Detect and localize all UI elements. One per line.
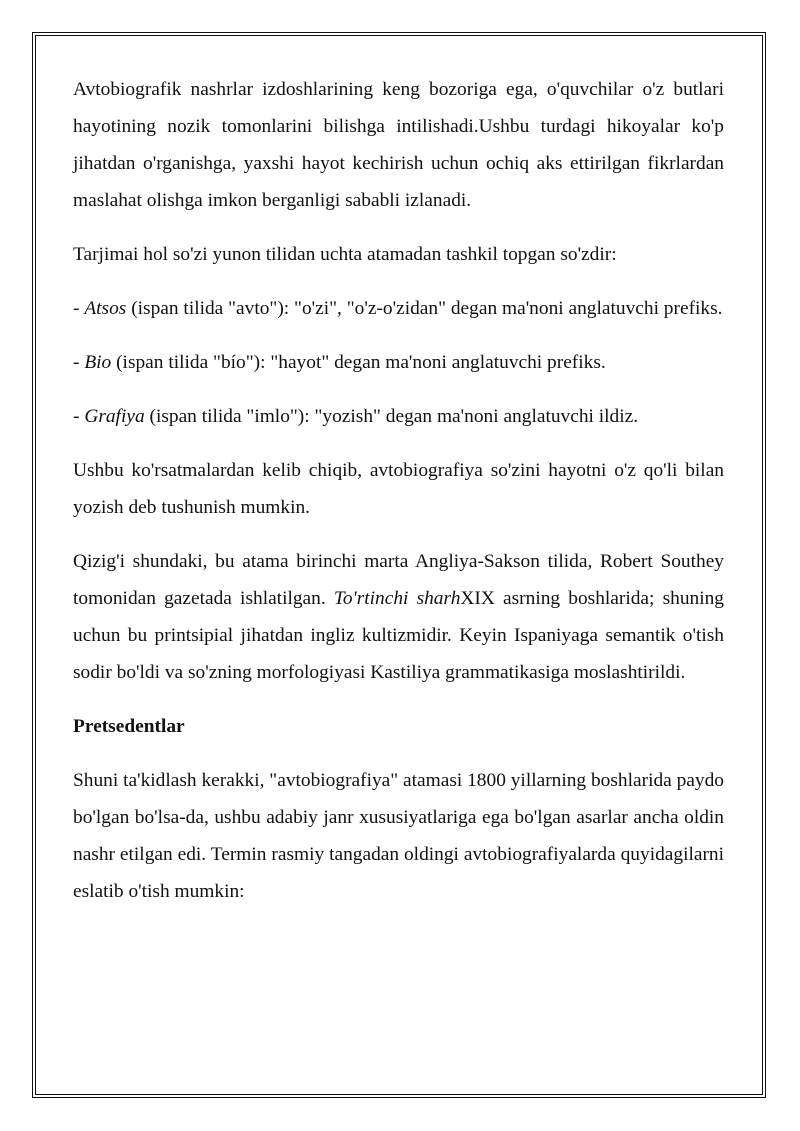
term-grafiya: Grafiya: [84, 406, 145, 427]
term-atsos: Atsos: [84, 298, 127, 319]
publication-title: To'rtinchi sharh: [333, 588, 461, 609]
history-text-a: Qizig'i shundaki, bu atama birinchi marta Angliya-Sakson tilida, Robert Southey tomonidan gazetada ishlatilgan.: [73, 551, 724, 609]
section-heading: Pretsedentlar: [73, 716, 185, 737]
list-dash: -: [73, 352, 85, 373]
list-dash: -: [73, 298, 85, 319]
definition-atsos: (ispan tilida "avto"): "o'zi", "o'z-o'zidan" degan ma'noni anglatuvchi prefiks.: [126, 298, 723, 319]
list-dash: -: [73, 406, 85, 427]
term-bio: Bio: [84, 352, 112, 373]
list-item-bio: [73, 344, 724, 381]
list-item-grafiya: [73, 398, 724, 435]
document-body: [73, 71, 724, 927]
paragraph-intro: Avtobiografik nashrlar izdoshlarining keng bozoriga ega, o'quvchilar o'z butlari hayotining nozik tomonlarini bilishga intilishadi.Ushbu turdagi hikoyalar ko'p jihatdan o'rganishga, yaxshi hayot kechirish uchun ochiq aks ettirilgan fikrlardan maslahat olishga imkon berganligi sababli izlanadi.: [73, 79, 724, 211]
paragraph-precedents: Shuni ta'kidlash kerakki, "avtobiografiya" atamasi 1800 yillarning boshlarida paydo bo'lgan bo'lsa-da, ushbu adabiy janr xususiyatlariga ega bo'lgan asarlar ancha oldin nashr etilgan edi. Termin rasmiy tangadan oldingi avtobiografiyalarda quyidagilarni eslatib o'tish mumkin:: [73, 770, 724, 902]
paragraph-meaning: Ushbu ko'rsatmalardan kelib chiqib, avtobiografiya so'zini hayotni o'z qo'li bilan yozish deb tushunish mumkin.: [73, 460, 724, 518]
definition-grafiya: (ispan tilida "imlo"): "yozish" degan ma'noni anglatuvchi ildiz.: [144, 406, 639, 427]
list-item-atsos: [73, 290, 724, 327]
paragraph-etymology-intro: Tarjimai hol so'zi yunon tilidan uchta atamadan tashkil topgan so'zdir:: [73, 244, 617, 265]
paragraph-history: [73, 543, 724, 691]
history-text-b: XIX asrning boshlarida; shuning uchun bu printsipial jihatdan ingliz kultizmidir. Keyin Ispaniyaga semantik o'tish sodir bo'ldi va so'zning morfologiyasi Kastiliya grammatikasiga moslashtirildi.: [73, 588, 724, 683]
definition-bio: (ispan tilida "bío"): "hayot" degan ma'noni anglatuvchi prefiks.: [111, 352, 606, 373]
